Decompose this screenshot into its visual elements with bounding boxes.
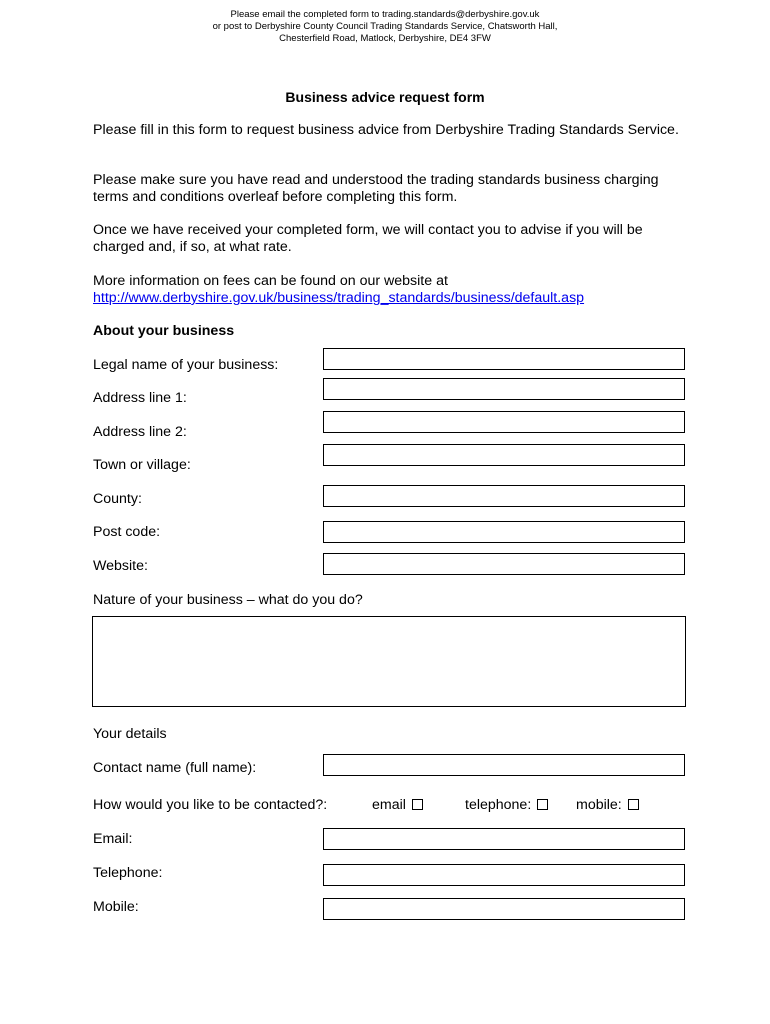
address-line-1-label: Address line 1: (93, 390, 187, 406)
address-line-1-field[interactable] (323, 378, 685, 400)
intro-paragraph-2: Please make sure you have read and understood the trading standards business charging terms and conditions overleaf before completing this form. (93, 172, 659, 205)
legal-name-label: Legal name of your business: (93, 357, 279, 373)
email-label: Email: (93, 831, 133, 847)
telephone-checkbox[interactable] (537, 799, 548, 810)
header-email-line: Please email the completed form to trading.standards@derbyshire.gov.uk (230, 9, 540, 20)
contact-name-field[interactable] (323, 754, 685, 776)
town-field[interactable] (323, 444, 685, 466)
county-field[interactable] (323, 485, 685, 507)
postcode-field[interactable] (323, 521, 685, 543)
contact-option-email-label: email (372, 797, 406, 813)
mobile-field[interactable] (323, 898, 685, 920)
website-field[interactable] (323, 553, 685, 575)
mobile-label: Mobile: (93, 899, 139, 915)
contact-option-mobile (576, 797, 639, 814)
contact-method-label: How would you like to be contacted?: (93, 797, 328, 813)
county-label: County: (93, 491, 142, 507)
contact-option-telephone-label: telephone: (465, 797, 532, 813)
fees-info-text: More information on fees can be found on our website at (93, 273, 448, 289)
town-label: Town or village: (93, 457, 191, 473)
details-section-heading: Your details (93, 726, 167, 742)
contact-option-mobile-label: mobile: (576, 797, 622, 813)
header-post-line: or post to Derbyshire County Council Trading Standards Service, Chatsworth Hall, (212, 21, 558, 32)
postcode-label: Post code: (93, 524, 161, 540)
contact-name-label: Contact name (full name): (93, 760, 257, 776)
legal-name-field[interactable] (323, 348, 685, 370)
contact-option-email (372, 797, 423, 814)
website-label: Website: (93, 558, 148, 574)
email-field[interactable] (323, 828, 685, 850)
website-link[interactable]: http://www.derbyshire.gov.uk/business/trading_standards/business/default.asp (93, 290, 585, 306)
header-address-line: Chesterfield Road, Matlock, Derbyshire, DE4 3FW (279, 33, 491, 44)
telephone-label: Telephone: (93, 865, 163, 881)
contact-option-telephone (465, 797, 548, 814)
nature-of-business-label: Nature of your business – what do you do? (93, 592, 363, 608)
nature-of-business-field[interactable] (92, 616, 686, 707)
intro-paragraph-1: Please fill in this form to request business advice from Derbyshire Trading Standards Service. (93, 122, 679, 138)
telephone-field[interactable] (323, 864, 685, 886)
email-checkbox[interactable] (412, 799, 423, 810)
business-section-heading: About your business (93, 323, 235, 339)
address-line-2-field[interactable] (323, 411, 685, 433)
page-title: Business advice request form (285, 89, 485, 105)
intro-paragraph-4 (93, 273, 693, 307)
mobile-checkbox[interactable] (628, 799, 639, 810)
intro-paragraph-3: Once we have received your completed form, we will contact you to advise if you will be charged and, if so, at what rate. (93, 222, 643, 255)
address-line-2-label: Address line 2: (93, 424, 187, 440)
